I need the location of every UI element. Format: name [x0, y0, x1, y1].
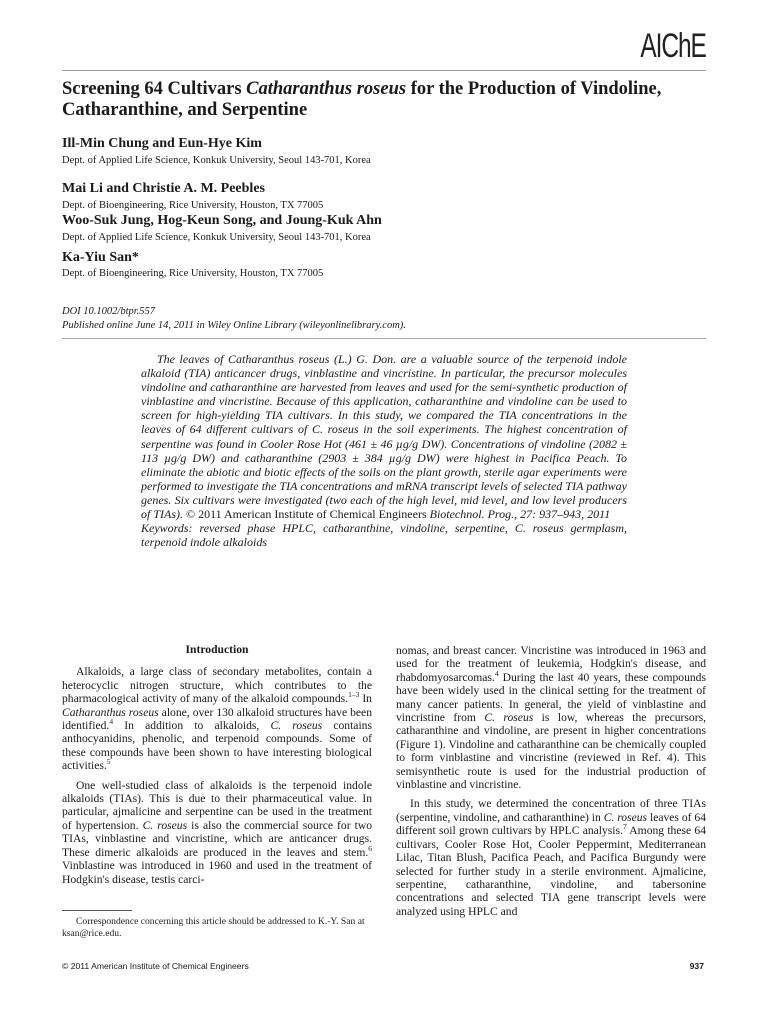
author-group-4: Ka-Yiu San* [62, 250, 139, 265]
affiliation-1: Dept. of Applied Life Science, Konkuk University, Seoul 143-701, Korea [62, 155, 371, 166]
paragraph: One well-studied class of alkaloids is the terpenoid indole alkaloids (TIAs). This is due to their pharmaceutical value. In particular, ajmalicine and serpentine can be used in the treatment of hypertension. C. roseus is also the commercial source for two TIAs, vinblastine and vincristine, which are anticancer drugs. These dimeric alkaloids are produced in the leaves and stem.$^6$ Vinblastine was introduced in 1960 and used in the treatment of Hodgkin's disease, testis carci- [62, 778, 373, 886]
footnote-rule [62, 910, 132, 911]
author-group-2: Mai Li and Christie A. M. Peebles [62, 181, 265, 196]
published-online: Published online June 14, 2011 in Wiley Online Library (wileyonlinelibrary.com). [62, 320, 406, 331]
header-rule [62, 70, 706, 71]
meta-divider [62, 338, 706, 339]
abstract-journal-ref: Biotechnol. Prog., 27: 937–943, 2011 [429, 507, 611, 522]
affiliation-2: Dept. of Bioengineering, Rice University, Houston, TX 77005 [62, 200, 324, 211]
paragraph: In this study, we determined the concentration of three TIAs (serpentine, vindoline, and catharanthine) in C. roseus leaves of 64 different soil grown cultivars by HPLC analysis.$^7$ Among these 64 cultivars, Cooler Rose Hot, Cooler Peppermint, Mediterranean Lilac, Titan Blush, Pacifica Peach, and Pacifica Burgundy were selected for further study in a sterile environment. Ajmalicine, serpentine, catharanthine, vindoline, and tabersonine concentrations and selected TIA gene transcript levels were analyzed using HPLC and [396, 797, 707, 918]
journal-logo: AIChE [640, 27, 706, 65]
author-group-3: Woo-Suk Jung, Hog-Keun Song, and Joung-Kuk Ahn [62, 213, 382, 228]
correspondence-footnote: Correspondence concerning this article should be addressed to K.-Y. San at ksan@rice.edu. [62, 916, 365, 939]
author-group-1: Ill-Min Chung and Eun-Hye Kim [62, 136, 262, 151]
paragraph: nomas, and breast cancer. Vincristine was introduced in 1963 and used for the treatment of leukemia, Hodgkin's disease, and rhabdomyosarcomas.$^4$ During the last 40 years, these compounds have been widely used in the clinical setting for the treatment of many cancer patients. In general, the yield of vinblastine and vincristine from C. roseus is low, whereas the precursors, catharanthine and vindoline, are present in higher concentrations (Figure 1). Vindoline and catharanthine can be chemically coupled to form vinblastine and vincristine (reviewed in Ref. 4). This semisynthetic route is used for the industrial production of vinblastine and vincristine. [396, 644, 706, 792]
abstract-copyright: © 2011 American Institute of Chemical Engineers [183, 507, 430, 522]
section-heading-introduction: Introduction [185, 643, 249, 656]
keywords: Keywords: reversed phase HPLC, catharanthine, vindoline, serpentine, C. roseus germplasm, terpenoid indole alkaloids [141, 521, 627, 550]
abstract [141, 352, 627, 549]
affiliation-3: Dept. of Applied Life Science, Konkuk University, Seoul 143-701, Korea [62, 232, 371, 243]
abstract-text: The leaves of Catharanthus roseus (L.) G. Don. are a valuable source of the terpenoid indole alkaloid (TIA) anticancer drugs, vinblastine and vincristine. In particular, the precursor molecules vindoline and catharanthine are harvested from leaves and used for the semi-synthetic production of vinblastine and vincristine. Because of this application, catharanthine and vindoline can be used to screen for high-yielding TIA cultivars. In this study, we compared the TIA concentrations in the leaves of 64 different cultivars of C. roseus in the soil experiments. The highest concentration of serpentine was found in Cooler Rose Hot (461 ± 46 µg/g DW). Concentrations of vindoline (2082 ± 113 µg/g DW) and catharanthine (2903 ± 384 µg/g DW) were highest in Pacifica Peach. To eliminate the abiotic and biotic effects of the soils on the plant growth, sterile agar experiments were performed to investigate the TIA concentrations and mRNA transcript levels of selected TIA pathway genes. Six cultivars were investigated (two each of the high level, mid level, and low level producers of TIAs). [141, 352, 627, 522]
footer-copyright: © 2011 American Institute of Chemical Engineers [62, 961, 249, 971]
doi: DOI 10.1002/btpr.557 [62, 306, 156, 317]
affiliation-4: Dept. of Bioengineering, Rice University, Houston, TX 77005 [62, 268, 324, 279]
left-column [62, 640, 372, 892]
page-number: 937 [689, 961, 704, 971]
paragraph: Alkaloids, a large class of secondary metabolites, contain a heterocyclic nitrogen structure, which contributes to the pharmacological activity of many of the alkaloid compounds.$^{1-3}$ In Catharanthus roseus alone, over 130 alkaloid structures have been identified.$^4$ In addition to alkaloids, C. roseus contains anthocyanidins, phenolic, and terpenoid compounds. Some of these compounds have been shown to have interesting biological activities.$^5$ [62, 665, 372, 773]
right-column [396, 644, 706, 924]
article-title: Screening 64 Cultivars Catharanthus roseus for the Production of Vindoline, Catharanthine, and Serpentine [62, 79, 662, 120]
